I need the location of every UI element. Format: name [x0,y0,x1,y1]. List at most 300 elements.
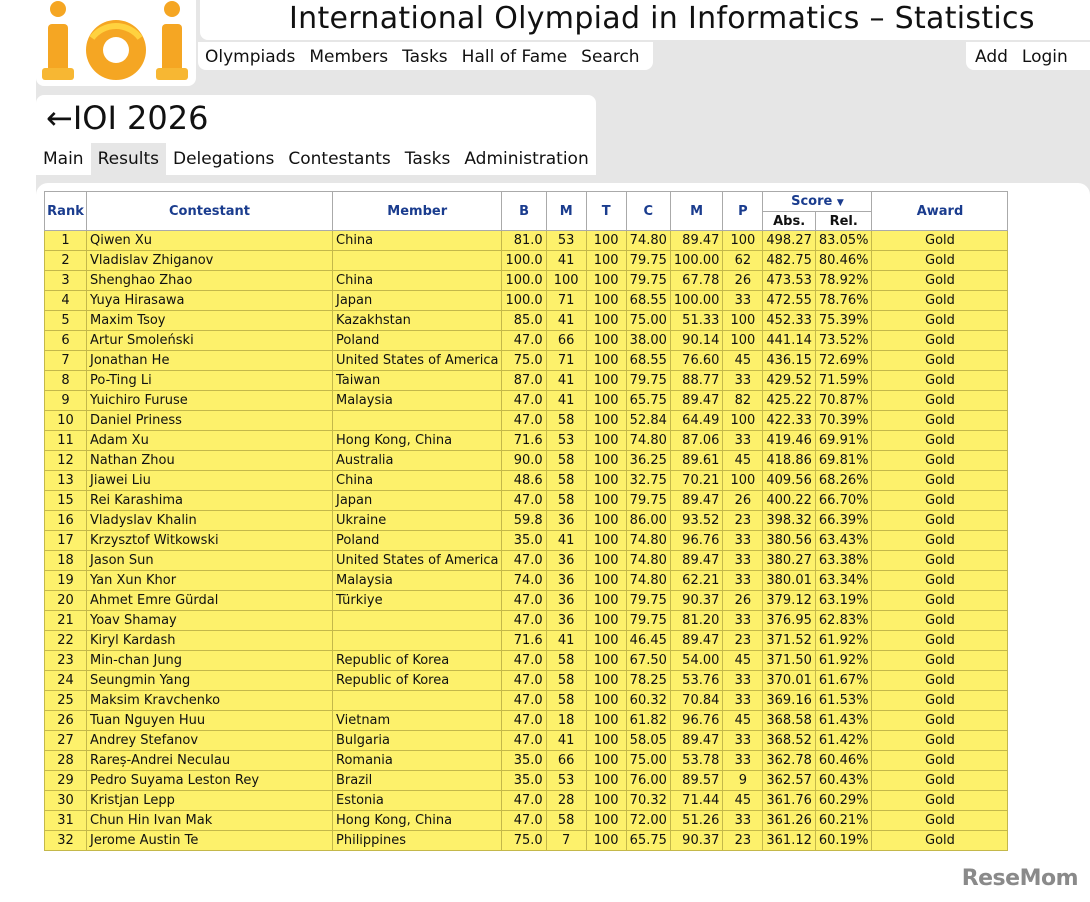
cell-score-rel: 70.87% [815,391,872,411]
cell-score-rel: 61.42% [815,731,872,751]
cell-contestant[interactable]: Chun Hin Ivan Mak [87,811,333,831]
cell-score-rel: 78.92% [815,271,872,291]
tab-results[interactable]: Results [91,143,166,175]
cell-task-m1: 41 [546,391,586,411]
cell-member[interactable]: Taiwan [333,371,502,391]
cell-task-t: 100 [586,711,626,731]
cell-member[interactable]: Malaysia [333,391,502,411]
cell-award: Gold [872,531,1008,551]
ioi-logo[interactable] [36,0,196,86]
back-arrow-icon[interactable]: ← [46,99,73,137]
cell-rank: 28 [45,751,87,771]
cell-award: Gold [872,351,1008,371]
cell-task-b: 71.6 [502,431,546,451]
cell-contestant[interactable]: Daniel Priness [87,411,333,431]
cell-contestant[interactable]: Adam Xu [87,431,333,451]
header-member[interactable]: Member [333,192,502,231]
cell-task-b: 100.0 [502,271,546,291]
cell-award: Gold [872,331,1008,351]
table-row [45,771,1008,791]
cell-rank: 10 [45,411,87,431]
cell-task-m2: 70.21 [670,471,723,491]
nav-tasks[interactable]: Tasks [402,47,448,67]
cell-member[interactable]: Malaysia [333,571,502,591]
cell-score-abs: 400.22 [763,491,816,511]
cell-task-p: 45 [723,351,763,371]
cell-task-p: 100 [723,231,763,251]
cell-task-m1: 58 [546,691,586,711]
cell-contestant[interactable]: Kristjan Lepp [87,791,333,811]
cell-contestant[interactable]: Po-Ting Li [87,371,333,391]
cell-member[interactable]: Australia [333,451,502,471]
cell-score-rel: 60.43% [815,771,872,791]
cell-task-m1: 41 [546,531,586,551]
cell-contestant[interactable]: Pedro Suyama Leston Rey [87,771,333,791]
cell-contestant[interactable]: Maksim Kravchenko [87,691,333,711]
cell-task-m2: 90.37 [670,591,723,611]
cell-contestant[interactable]: Vladyslav Khalin [87,511,333,531]
cell-task-b: 47.0 [502,391,546,411]
cell-task-c: 70.32 [626,791,670,811]
cell-rank: 8 [45,371,87,391]
cell-score-abs: 361.76 [763,791,816,811]
cell-member[interactable]: Estonia [333,791,502,811]
cell-award: Gold [872,511,1008,531]
cell-member[interactable]: China [333,231,502,251]
cell-score-rel: 83.05% [815,231,872,251]
tab-contestants[interactable]: Contestants [288,149,391,169]
cell-task-b: 100.0 [502,291,546,311]
olympiad-subnav [36,143,596,175]
cell-task-c: 65.75 [626,391,670,411]
cell-score-abs: 371.52 [763,631,816,651]
cell-task-m1: 58 [546,451,586,471]
cell-task-m1: 53 [546,771,586,791]
add-link[interactable]: Add [975,47,1008,67]
cell-task-p: 23 [723,631,763,651]
cell-contestant[interactable]: Yan Xun Khor [87,571,333,591]
cell-task-p: 23 [723,511,763,531]
table-row [45,831,1008,851]
cell-score-abs: 362.57 [763,771,816,791]
cell-task-t: 100 [586,311,626,331]
cell-rank: 25 [45,691,87,711]
cell-task-m1: 18 [546,711,586,731]
cell-contestant[interactable]: Nathan Zhou [87,451,333,471]
nav-members[interactable]: Members [309,47,389,67]
cell-rank: 27 [45,731,87,751]
cell-task-c: 67.50 [626,651,670,671]
cell-award: Gold [872,471,1008,491]
cell-score-abs: 368.52 [763,731,816,751]
nav-hall-of-fame[interactable]: Hall of Fame [461,47,568,67]
cell-task-t: 100 [586,791,626,811]
nav-search[interactable]: Search [581,47,640,67]
cell-task-c: 75.00 [626,751,670,771]
cell-task-b: 47.0 [502,791,546,811]
header-score[interactable] [763,192,872,212]
cell-task-t: 100 [586,531,626,551]
cell-score-rel: 66.39% [815,511,872,531]
cell-task-t: 100 [586,411,626,431]
cell-task-c: 72.00 [626,811,670,831]
cell-contestant[interactable]: Krzysztof Witkowski [87,531,333,551]
cell-task-t: 100 [586,331,626,351]
header-score-abs[interactable]: Abs. [763,212,816,231]
cell-task-m1: 41 [546,731,586,751]
tab-delegations[interactable]: Delegations [172,149,275,169]
cell-task-m1: 41 [546,371,586,391]
cell-task-t: 100 [586,731,626,751]
cell-member[interactable]: Bulgaria [333,731,502,751]
cell-task-m1: 58 [546,651,586,671]
cell-score-rel: 60.46% [815,751,872,771]
cell-member[interactable]: Vietnam [333,711,502,731]
cell-task-p: 33 [723,691,763,711]
table-row [45,251,1008,271]
table-row [45,551,1008,571]
cell-task-b: 47.0 [502,731,546,751]
header-contestant[interactable]: Contestant [87,192,333,231]
cell-task-m1: 58 [546,471,586,491]
tab-tasks[interactable]: Tasks [404,149,451,169]
cell-rank: 9 [45,391,87,411]
header-score-rel[interactable]: Rel. [815,212,872,231]
cell-task-c: 79.75 [626,591,670,611]
cell-score-rel: 63.34% [815,571,872,591]
header-rank[interactable]: Rank [45,192,87,231]
header-task-c[interactable]: C [626,192,670,231]
header-task-m2[interactable]: M [670,192,723,231]
cell-task-c: 52.84 [626,411,670,431]
cell-member[interactable]: China [333,271,502,291]
cell-task-m2: 89.57 [670,771,723,791]
cell-award: Gold [872,771,1008,791]
cell-award: Gold [872,311,1008,331]
cell-rank: 23 [45,651,87,671]
cell-score-abs: 473.53 [763,271,816,291]
cell-rank: 31 [45,811,87,831]
cell-task-c: 86.00 [626,511,670,531]
cell-task-t: 100 [586,251,626,271]
cell-rank: 5 [45,311,87,331]
cell-task-c: 38.00 [626,331,670,351]
table-row [45,631,1008,651]
table-row [45,671,1008,691]
cell-contestant[interactable]: Yuichiro Furuse [87,391,333,411]
cell-award: Gold [872,491,1008,511]
cell-task-b: 47.0 [502,331,546,351]
table-row [45,391,1008,411]
cell-task-m1: 58 [546,811,586,831]
cell-task-m1: 36 [546,591,586,611]
header-task-b[interactable]: B [502,192,546,231]
cell-task-m1: 41 [546,251,586,271]
cell-task-m2: 89.47 [670,551,723,571]
cell-task-m1: 71 [546,351,586,371]
cell-task-c: 58.05 [626,731,670,751]
cell-member[interactable] [333,251,502,271]
cell-score-abs: 370.01 [763,671,816,691]
cell-member[interactable]: United States of America [333,351,502,371]
cell-score-rel: 73.52% [815,331,872,351]
cell-award: Gold [872,411,1008,431]
cell-task-p: 26 [723,271,763,291]
cell-member[interactable]: Poland [333,331,502,351]
cell-score-abs: 361.26 [763,811,816,831]
cell-score-rel: 68.26% [815,471,872,491]
cell-member[interactable]: Hong Kong, China [333,811,502,831]
cell-task-m2: 64.49 [670,411,723,431]
cell-task-m1: 66 [546,331,586,351]
cell-member[interactable]: Japan [333,491,502,511]
cell-task-t: 100 [586,431,626,451]
cell-score-abs: 429.52 [763,371,816,391]
cell-score-rel: 60.19% [815,831,872,851]
cell-score-rel: 70.39% [815,411,872,431]
cell-task-m1: 66 [546,751,586,771]
cell-rank: 1 [45,231,87,251]
cell-score-abs: 371.50 [763,651,816,671]
cell-task-t: 100 [586,471,626,491]
cell-task-c: 65.75 [626,831,670,851]
cell-task-m2: 89.61 [670,451,723,471]
cell-rank: 15 [45,491,87,511]
cell-member[interactable]: Türkiye [333,591,502,611]
cell-task-p: 82 [723,391,763,411]
table-row [45,331,1008,351]
cell-member[interactable]: Republic of Korea [333,651,502,671]
cell-task-b: 71.6 [502,631,546,651]
olympiad-title [46,99,208,137]
header-task-t[interactable]: T [586,192,626,231]
cell-task-m1: 53 [546,431,586,451]
cell-task-b: 59.8 [502,511,546,531]
cell-contestant[interactable]: Jason Sun [87,551,333,571]
table-row [45,271,1008,291]
cell-task-b: 75.0 [502,831,546,851]
cell-award: Gold [872,811,1008,831]
cell-score-rel: 61.92% [815,651,872,671]
cell-score-rel: 69.81% [815,451,872,471]
cell-rank: 6 [45,331,87,351]
cell-member[interactable]: Brazil [333,771,502,791]
cell-task-m2: 89.47 [670,491,723,511]
cell-rank: 17 [45,531,87,551]
cell-task-c: 36.25 [626,451,670,471]
cell-task-c: 32.75 [626,471,670,491]
cell-score-abs: 422.33 [763,411,816,431]
results-body [45,231,1008,851]
cell-award: Gold [872,231,1008,251]
cell-task-b: 74.0 [502,571,546,591]
cell-task-b: 47.0 [502,691,546,711]
cell-score-abs: 498.27 [763,231,816,251]
cell-contestant[interactable]: Maxim Tsoy [87,311,333,331]
cell-task-p: 62 [723,251,763,271]
cell-contestant[interactable]: Kiryl Kardash [87,631,333,651]
cell-score-abs: 441.14 [763,331,816,351]
cell-task-m1: 7 [546,831,586,851]
cell-task-c: 79.75 [626,491,670,511]
cell-task-b: 47.0 [502,491,546,511]
cell-task-m2: 89.47 [670,731,723,751]
cell-task-m2: 90.14 [670,331,723,351]
cell-contestant[interactable]: Tuan Nguyen Huu [87,711,333,731]
cell-contestant[interactable]: Artur Smoleński [87,331,333,351]
cell-award: Gold [872,671,1008,691]
cell-task-b: 48.6 [502,471,546,491]
cell-task-m2: 51.33 [670,311,723,331]
cell-task-p: 23 [723,831,763,851]
cell-award: Gold [872,291,1008,311]
cell-task-b: 47.0 [502,591,546,611]
cell-score-abs: 409.56 [763,471,816,491]
cell-score-rel: 61.67% [815,671,872,691]
header-task-p[interactable]: P [723,192,763,231]
table-row [45,571,1008,591]
cell-task-m1: 53 [546,231,586,251]
cell-contestant[interactable]: Shenghao Zhao [87,271,333,291]
table-row [45,811,1008,831]
cell-contestant[interactable]: Yoav Shamay [87,611,333,631]
cell-member[interactable] [333,631,502,651]
tab-administration[interactable]: Administration [464,149,589,169]
cell-member[interactable]: China [333,471,502,491]
cell-task-m2: 88.77 [670,371,723,391]
cell-contestant[interactable]: Rei Karashima [87,491,333,511]
cell-task-m1: 28 [546,791,586,811]
cell-contestant[interactable]: Vladislav Zhiganov [87,251,333,271]
cell-task-m1: 36 [546,611,586,631]
nav-olympiads[interactable]: Olympiads [205,47,296,67]
cell-score-abs: 361.12 [763,831,816,851]
cell-task-p: 33 [723,731,763,751]
cell-member[interactable]: Republic of Korea [333,671,502,691]
cell-task-m1: 58 [546,411,586,431]
cell-score-abs: 380.56 [763,531,816,551]
cell-member[interactable]: Philippines [333,831,502,851]
olympiad-header [36,95,596,175]
cell-task-m2: 100.00 [670,291,723,311]
login-link[interactable]: Login [1021,47,1068,67]
cell-task-c: 79.75 [626,371,670,391]
cell-member[interactable]: Japan [333,291,502,311]
cell-task-t: 100 [586,491,626,511]
cell-task-p: 100 [723,311,763,331]
cell-task-p: 33 [723,751,763,771]
cell-task-c: 78.25 [626,671,670,691]
cell-member[interactable]: Romania [333,751,502,771]
cell-member[interactable]: Ukraine [333,511,502,531]
table-row [45,531,1008,551]
cell-contestant[interactable]: Jerome Austin Te [87,831,333,851]
cell-task-p: 33 [723,671,763,691]
cell-task-c: 74.80 [626,531,670,551]
cell-score-rel: 75.39% [815,311,872,331]
main-navigation [198,42,653,70]
cell-task-p: 33 [723,571,763,591]
cell-rank: 16 [45,511,87,531]
cell-award: Gold [872,451,1008,471]
cell-member[interactable] [333,411,502,431]
cell-rank: 2 [45,251,87,271]
cell-contestant[interactable]: Jonathan He [87,351,333,371]
cell-award: Gold [872,591,1008,611]
cell-task-p: 9 [723,771,763,791]
cell-member[interactable]: Hong Kong, China [333,431,502,451]
cell-contestant[interactable]: Andrey Stefanov [87,731,333,751]
cell-task-b: 47.0 [502,811,546,831]
tab-main[interactable]: Main [43,149,84,169]
cell-task-b: 35.0 [502,531,546,551]
cell-member[interactable]: Poland [333,531,502,551]
cell-task-c: 74.80 [626,431,670,451]
cell-score-rel: 61.53% [815,691,872,711]
cell-award: Gold [872,831,1008,851]
cell-task-m1: 36 [546,571,586,591]
cell-contestant[interactable]: Yuya Hirasawa [87,291,333,311]
cell-task-m2: 89.47 [670,231,723,251]
cell-rank: 26 [45,711,87,731]
cell-member[interactable]: Kazakhstan [333,311,502,331]
cell-task-m2: 93.52 [670,511,723,531]
cell-score-rel: 71.59% [815,371,872,391]
cell-contestant[interactable]: Qiwen Xu [87,231,333,251]
cell-contestant[interactable]: Min-chan Jung [87,651,333,671]
cell-member[interactable] [333,691,502,711]
cell-contestant[interactable]: Ahmet Emre Gürdal [87,591,333,611]
table-row [45,691,1008,711]
cell-contestant[interactable]: Seungmin Yang [87,671,333,691]
cell-rank: 32 [45,831,87,851]
header-task-m1[interactable]: M [546,192,586,231]
cell-task-t: 100 [586,651,626,671]
cell-task-t: 100 [586,451,626,471]
cell-task-t: 100 [586,391,626,411]
cell-contestant[interactable]: Rareș-Andrei Neculau [87,751,333,771]
cell-award: Gold [872,271,1008,291]
ioi-logo-graphic [36,0,196,86]
header-award[interactable]: Award [872,192,1008,231]
cell-task-m2: 90.37 [670,831,723,851]
cell-member[interactable] [333,611,502,631]
cell-contestant[interactable]: Jiawei Liu [87,471,333,491]
cell-score-abs: 398.32 [763,511,816,531]
sort-desc-icon: ▼ [836,198,844,208]
cell-task-m1: 58 [546,491,586,511]
table-row [45,591,1008,611]
cell-task-m2: 53.76 [670,671,723,691]
cell-task-m2: 71.44 [670,791,723,811]
cell-task-m2: 100.00 [670,251,723,271]
cell-task-m2: 96.76 [670,531,723,551]
cell-task-c: 76.00 [626,771,670,791]
cell-task-m1: 41 [546,311,586,331]
cell-task-t: 100 [586,691,626,711]
cell-score-abs: 379.12 [763,591,816,611]
cell-task-c: 61.82 [626,711,670,731]
cell-task-t: 100 [586,371,626,391]
cell-task-p: 33 [723,811,763,831]
cell-rank: 30 [45,791,87,811]
cell-task-b: 35.0 [502,751,546,771]
cell-task-t: 100 [586,771,626,791]
cell-task-m1: 41 [546,631,586,651]
cell-member[interactable]: United States of America [333,551,502,571]
table-row [45,231,1008,251]
cell-award: Gold [872,711,1008,731]
